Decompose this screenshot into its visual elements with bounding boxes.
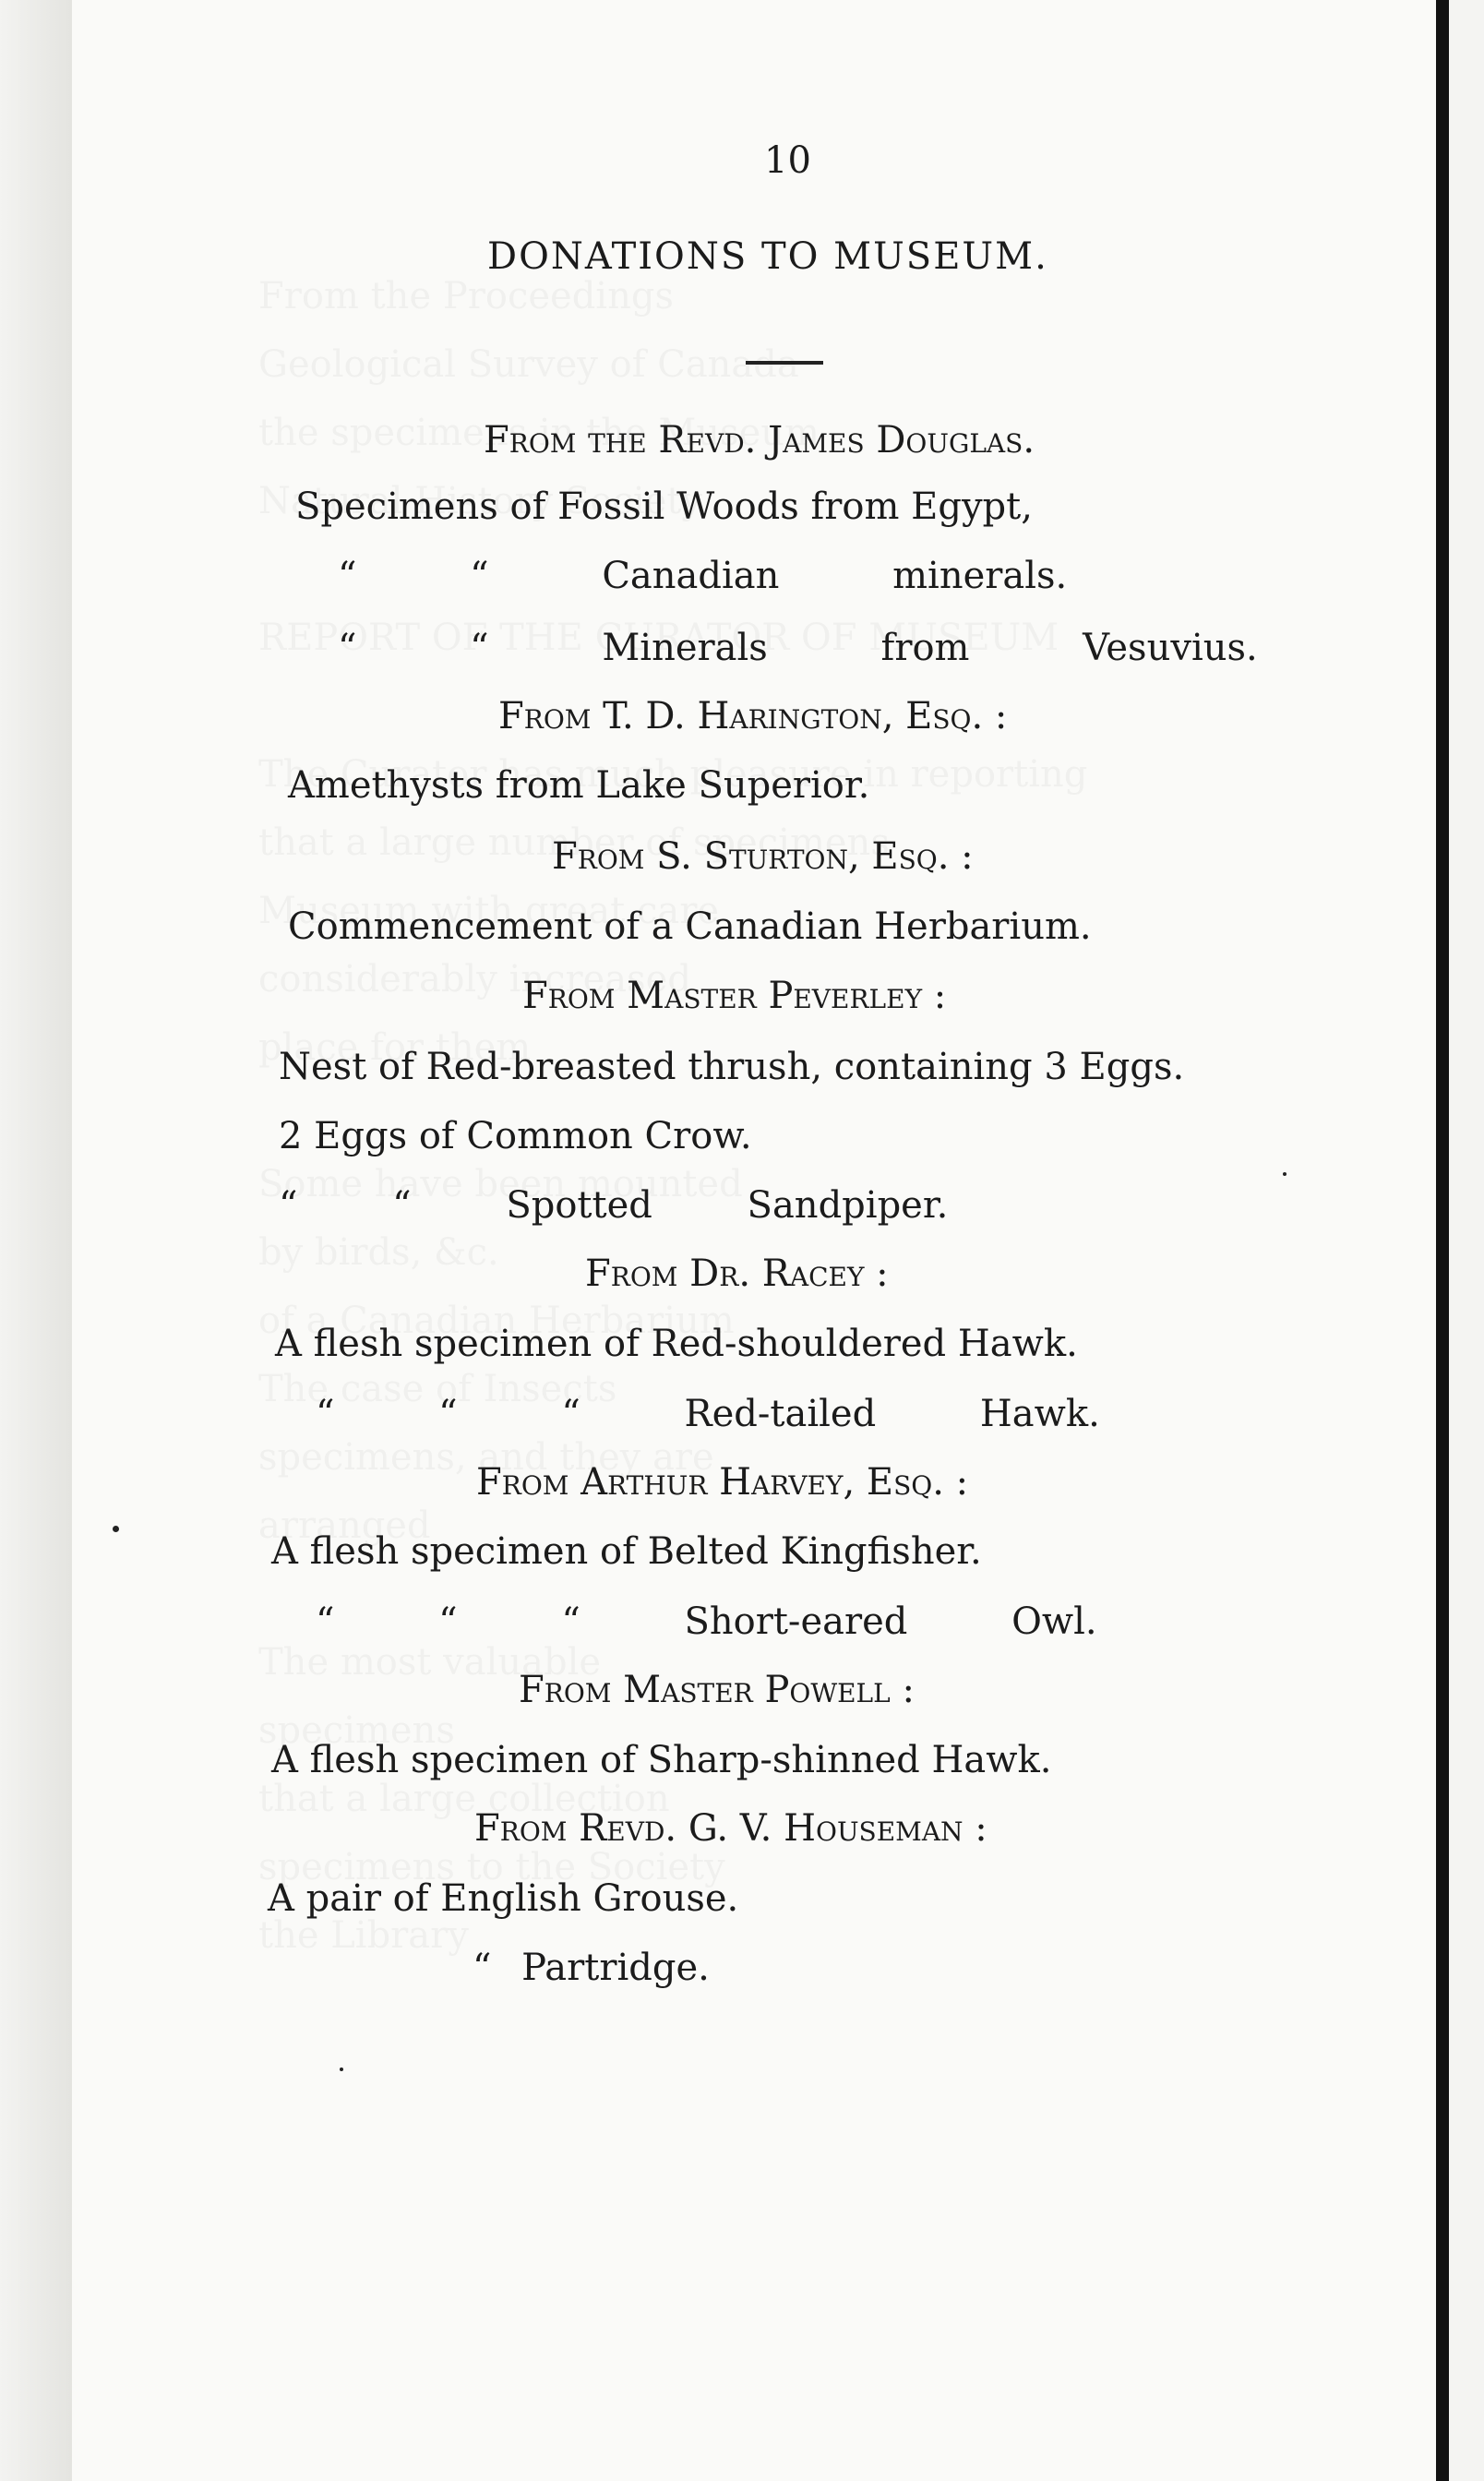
donation-item: “ “ “ Short-eared Owl. — [316, 1600, 1097, 1643]
donation-item: A flesh specimen of Sharp-shinned Hawk. — [271, 1739, 1052, 1781]
donor-heading: From Revd. G. V. Houseman : — [474, 1807, 987, 1850]
donation-item: “ “ Minerals from Vesuvius. — [338, 627, 1258, 669]
donor-heading: From the Revd. James Douglas. — [484, 419, 1035, 461]
heading-rule — [746, 361, 823, 365]
donor-heading: From T. D. Harington, Esq. : — [498, 695, 1008, 737]
page-number: 10 — [764, 139, 811, 182]
donation-item: A flesh specimen of Belted Kingfisher. — [271, 1530, 982, 1573]
donation-item: Amethysts from Lake Superior. — [288, 764, 870, 807]
donation-item: “ “ “ Red-tailed Hawk. — [316, 1393, 1100, 1435]
donor-heading: From Arthur Harvey, Esq. : — [476, 1461, 969, 1504]
donor-heading: From Master Powell : — [519, 1669, 915, 1711]
donor-heading: From Master Peverley : — [522, 975, 947, 1017]
donation-item: 2 Eggs of Common Crow. — [279, 1115, 752, 1157]
donation-item: “ Partridge. — [473, 1947, 710, 1989]
donation-item: Nest of Red-breasted thrush, containing 3 Eggs. — [279, 1046, 1185, 1088]
donor-heading: From S. Sturton, Esq. : — [552, 835, 974, 878]
facing-page-edge — [1449, 0, 1484, 2481]
scan-speck — [1283, 1172, 1287, 1176]
scan-speck — [113, 1526, 119, 1532]
donation-item: Commencement of a Canadian Herbarium. — [288, 905, 1092, 948]
donation-item: Specimens of Fossil Woods from Egypt, — [295, 485, 1033, 528]
page-heading: DONATIONS TO MUSEUM. — [487, 235, 1048, 278]
donation-item: A pair of English Grouse. — [268, 1877, 739, 1920]
donation-item: “ “ Canadian minerals. — [338, 555, 1068, 597]
scan-speck — [340, 2068, 343, 2071]
page-gutter-shadow — [1436, 0, 1449, 2481]
donation-item: A flesh specimen of Red-shouldered Hawk. — [275, 1323, 1078, 1365]
donation-item: “ “ Spotted Sandpiper. — [279, 1184, 949, 1227]
book-page — [72, 0, 1447, 2481]
left-page-edge — [0, 0, 72, 2481]
donor-heading: From Dr. Racey : — [585, 1252, 889, 1295]
